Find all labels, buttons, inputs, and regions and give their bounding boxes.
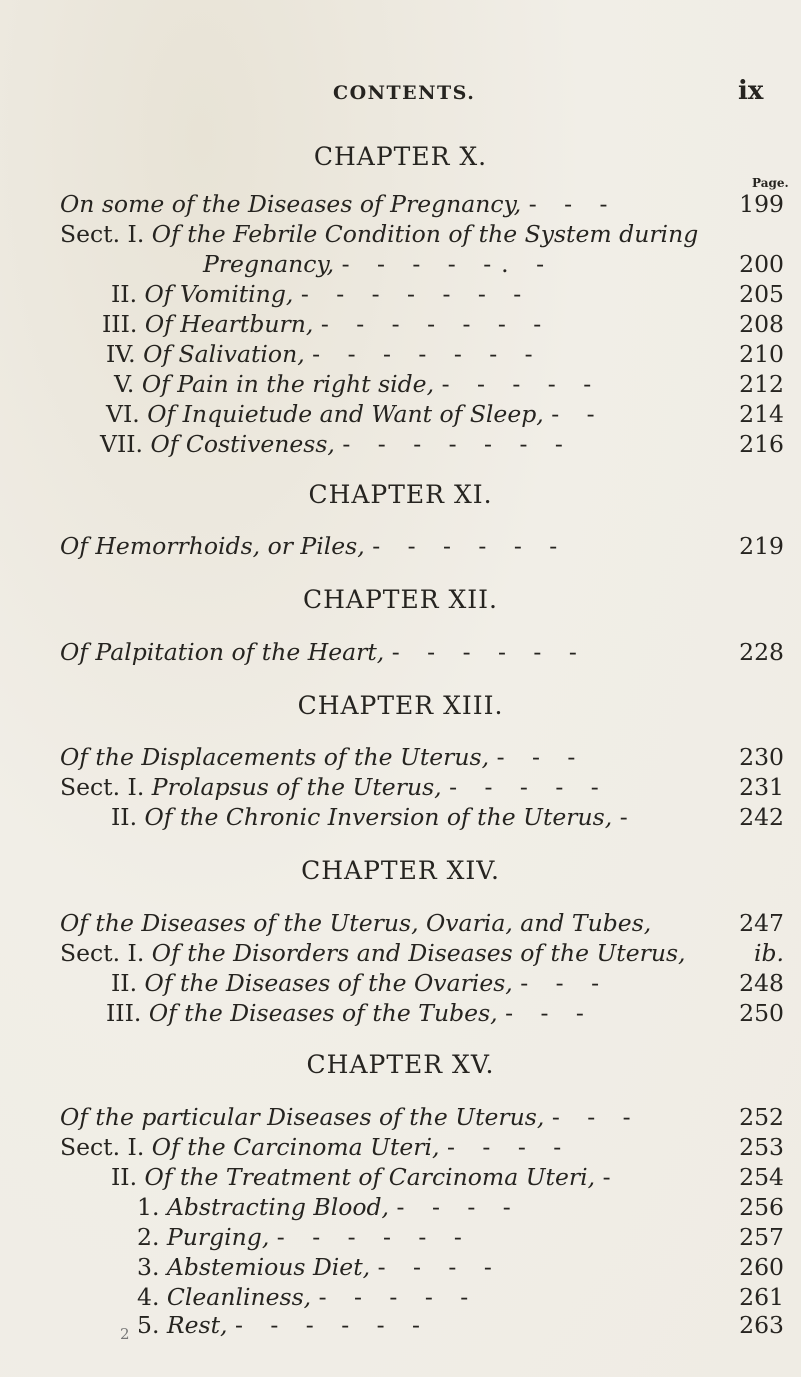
chapter-heading: CHAPTER XI. [308, 480, 493, 509]
toc-entry: III. Of the Diseases of the Tubes, - - - [106, 999, 594, 1027]
toc-entry: II. Of the Diseases of the Ovaries, - - - [111, 969, 610, 997]
page-header [0, 76, 801, 112]
toc-page-number: 212 [739, 370, 784, 398]
toc-page-number: 253 [739, 1133, 784, 1161]
toc-entry: Sect. I. Of the Disorders and Diseases of the Uterus, [60, 939, 686, 967]
toc-page-number: 231 [739, 773, 784, 801]
toc-entry: Of the particular Diseases of the Uterus, - - - [60, 1103, 641, 1131]
toc-entry: III. Of Heartburn, - - - - - - - [102, 310, 552, 338]
toc-page-number: 256 [739, 1193, 784, 1221]
toc-entry: 1. Abstracting Blood, - - - - [137, 1193, 521, 1221]
toc-entry: II. Of Vomiting, - - - - - - - [111, 280, 532, 308]
toc-entry: IV. Of Salivation, - - - - - - - [106, 340, 543, 368]
toc-page-number: 199 [739, 190, 784, 218]
toc-entry: Sect. I. Of the Febrile Condition of the System during [60, 220, 699, 248]
toc-page-number: 257 [739, 1223, 784, 1251]
toc-entry: VI. Of Inquietude and Want of Sleep, - - [106, 400, 605, 428]
toc-entry: Of Palpitation of the Heart, - - - - - - [60, 638, 587, 666]
toc-entry: Of Hemorrhoids, or Piles, - - - - - - [60, 532, 568, 560]
toc-page-number: 247 [739, 909, 784, 937]
toc-entry: V. Of Pain in the right side, - - - - - [114, 370, 602, 398]
signature-mark: 2 [120, 1325, 130, 1343]
toc-entry: Of the Displacements of the Uterus, - - - [60, 743, 586, 771]
toc-entry: II. Of the Treatment of Carcinoma Uteri, - [111, 1163, 621, 1191]
page-number: ix [738, 76, 764, 106]
chapter-heading: CHAPTER XIV. [301, 856, 500, 885]
toc-entry: 2. Purging, - - - - - - [137, 1223, 472, 1251]
toc-page-number: 230 [739, 743, 784, 771]
toc-page-number: 208 [739, 310, 784, 338]
toc-page-number: 261 [739, 1283, 784, 1311]
toc-page-number: 242 [739, 803, 784, 831]
chapter-heading: CHAPTER X. [313, 142, 488, 171]
toc-page-number: 210 [739, 340, 784, 368]
toc-page-number: 263 [739, 1311, 784, 1339]
toc-entry: II. Of the Chronic Inversion of the Uterus, - [111, 803, 638, 831]
toc-page-number: 228 [739, 638, 784, 666]
toc-entry: Pregnancy, - - - - -. - [203, 250, 555, 278]
chapter-heading: CHAPTER XII. [303, 585, 498, 614]
toc-page-number: 260 [739, 1253, 784, 1281]
page-column-label: Page. [752, 176, 789, 190]
toc-entry: Sect. I. Of the Carcinoma Uteri, - - - - [60, 1133, 572, 1161]
toc-entry: Sect. I. Prolapsus of the Uterus, - - - - - [60, 773, 609, 801]
toc-entry: 5. Rest, - - - - - - [137, 1311, 430, 1339]
toc-page-number: 252 [739, 1103, 784, 1131]
running-title: CONTENTS. [333, 82, 476, 104]
toc-page-number: 250 [739, 999, 784, 1027]
toc-entry: On some of the Diseases of Pregnancy, - - - [60, 190, 618, 218]
toc-page-number: 216 [739, 430, 784, 458]
toc-page-number: 219 [739, 532, 784, 560]
toc-entry: 3. Abstemious Diet, - - - - [137, 1253, 502, 1281]
toc-page-number: 214 [739, 400, 784, 428]
toc-entry: Of the Diseases of the Uterus, Ovaria, and Tubes, [60, 909, 652, 937]
toc-page-number: 248 [739, 969, 784, 997]
toc-entry: 4. Cleanliness, - - - - - [137, 1283, 479, 1311]
toc-page-number: 200 [739, 250, 784, 278]
toc-page-number: 254 [739, 1163, 784, 1191]
chapter-heading: CHAPTER XV. [306, 1050, 495, 1079]
toc-page-number: ib. [753, 939, 784, 967]
toc-page-number: 205 [739, 280, 784, 308]
chapter-heading: CHAPTER XIII. [297, 691, 504, 720]
toc-entry: VII. Of Costiveness, - - - - - - - [100, 430, 573, 458]
